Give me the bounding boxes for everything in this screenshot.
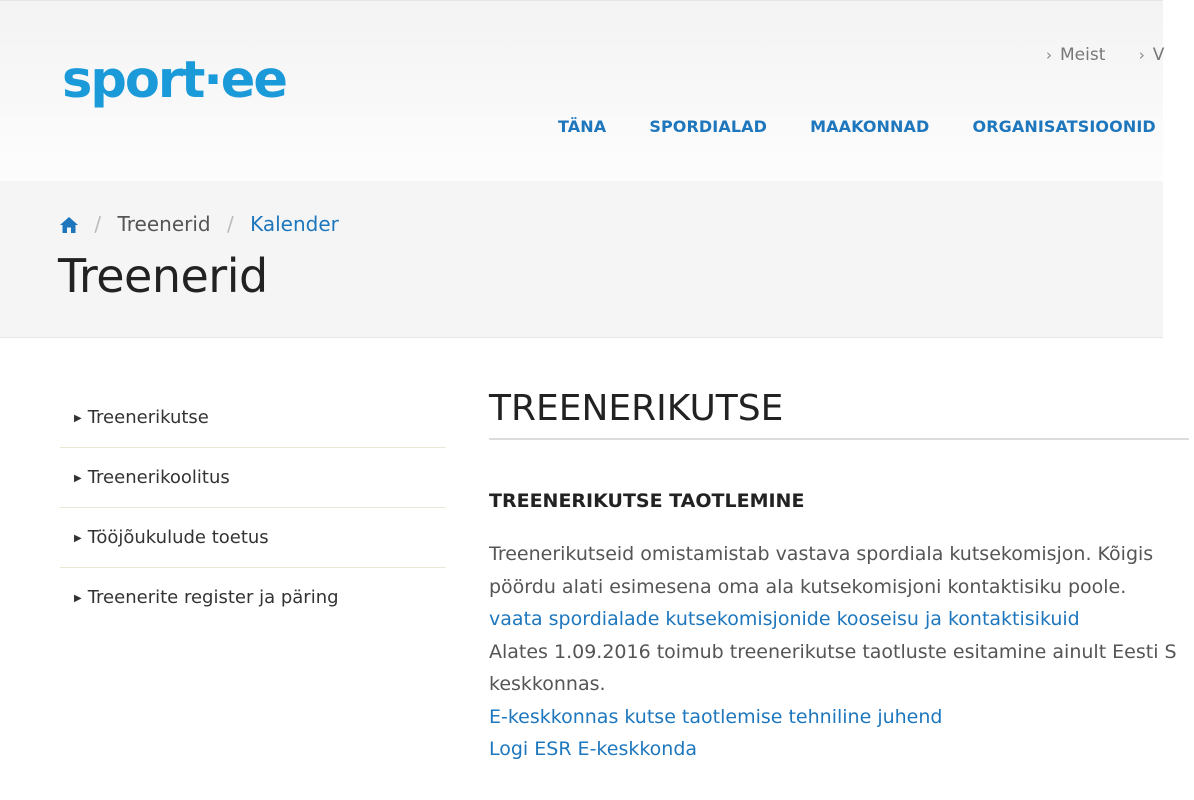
esr-login-link[interactable]: Logi ESR E-keskkonda <box>489 738 698 760</box>
home-icon[interactable] <box>60 214 78 238</box>
sidebar-item-treenerite-register[interactable] <box>60 568 446 627</box>
chevron-right-icon: › <box>1138 46 1145 64</box>
sidebar-item-label: Treenerikoolitus <box>87 467 230 488</box>
sidebar-item-label: Treenerikutse <box>87 407 209 428</box>
nav-tana[interactable]: TÄNA <box>558 117 607 136</box>
body-text <box>489 538 1177 766</box>
sidebar-item-treenerikutse[interactable] <box>60 388 446 448</box>
nav-organisatsioonid[interactable]: ORGANISATSIOONID <box>972 117 1156 136</box>
sidebar-item-label: Tööjõukulude toetus <box>87 527 269 548</box>
chevron-right-icon: › <box>1046 46 1052 64</box>
breadcrumb-treenerid[interactable]: Treenerid <box>117 212 211 236</box>
body-line: keskkonnas. <box>489 673 606 695</box>
body-line: Treenerikutseid omistamistab vastava spordiala kutsekomisjon. Kõigis <box>489 543 1154 565</box>
util-link-meist[interactable] <box>1046 45 1105 65</box>
util-link-label: V <box>1152 45 1165 65</box>
page-title: Treenerid <box>58 249 268 303</box>
kutsekomisjonid-link[interactable]: vaata spordialade kutsekomisjonide kooseisu ja kontaktisikuid <box>489 608 1080 630</box>
sidebar-item-treenerikoolitus[interactable] <box>60 448 446 508</box>
sidebar-menu <box>60 388 446 627</box>
caret-right-icon: ▶ <box>74 593 82 604</box>
sidebar-item-toojoukulude-toetus[interactable] <box>60 508 446 568</box>
logo-text: sport·ee <box>62 51 286 110</box>
main-content <box>489 388 1189 760</box>
body-line: pöördu alati esimesena oma ala kutsekomisjoni kontaktisiku poole. <box>489 575 1127 598</box>
sub-title: TREENERIKUTSE TAOTLEMINE <box>489 490 805 512</box>
section-title: TREENERIKUTSE <box>489 388 1189 440</box>
body-line: Alates 1.09.2016 toimub treenerikutse taotluste esitamine ainult Eesti S <box>489 640 1177 663</box>
site-header <box>0 0 1163 182</box>
breadcrumb-separator: / <box>94 212 102 236</box>
sidebar-item-label: Treenerite register ja päring <box>87 587 339 608</box>
nav-spordialad[interactable]: SPORDIALAD <box>649 117 767 136</box>
sport-ee-logo[interactable] <box>62 51 294 123</box>
utility-links <box>1046 45 1192 65</box>
breadcrumb <box>60 212 339 238</box>
page-title-band <box>0 181 1163 338</box>
caret-right-icon: ▶ <box>74 473 82 484</box>
util-link-label: Meist <box>1060 45 1106 65</box>
breadcrumb-kalender[interactable]: Kalender <box>250 212 339 236</box>
nav-maakonnad[interactable]: MAAKONNAD <box>810 117 930 136</box>
caret-right-icon: ▶ <box>74 413 82 424</box>
main-nav <box>558 117 1194 136</box>
util-link-v[interactable] <box>1139 45 1165 65</box>
breadcrumb-separator: / <box>226 212 234 236</box>
tehniline-juhend-link[interactable]: E-keskkonnas kutse taotlemise tehniline juhend <box>489 705 943 728</box>
caret-right-icon: ▶ <box>74 533 82 544</box>
